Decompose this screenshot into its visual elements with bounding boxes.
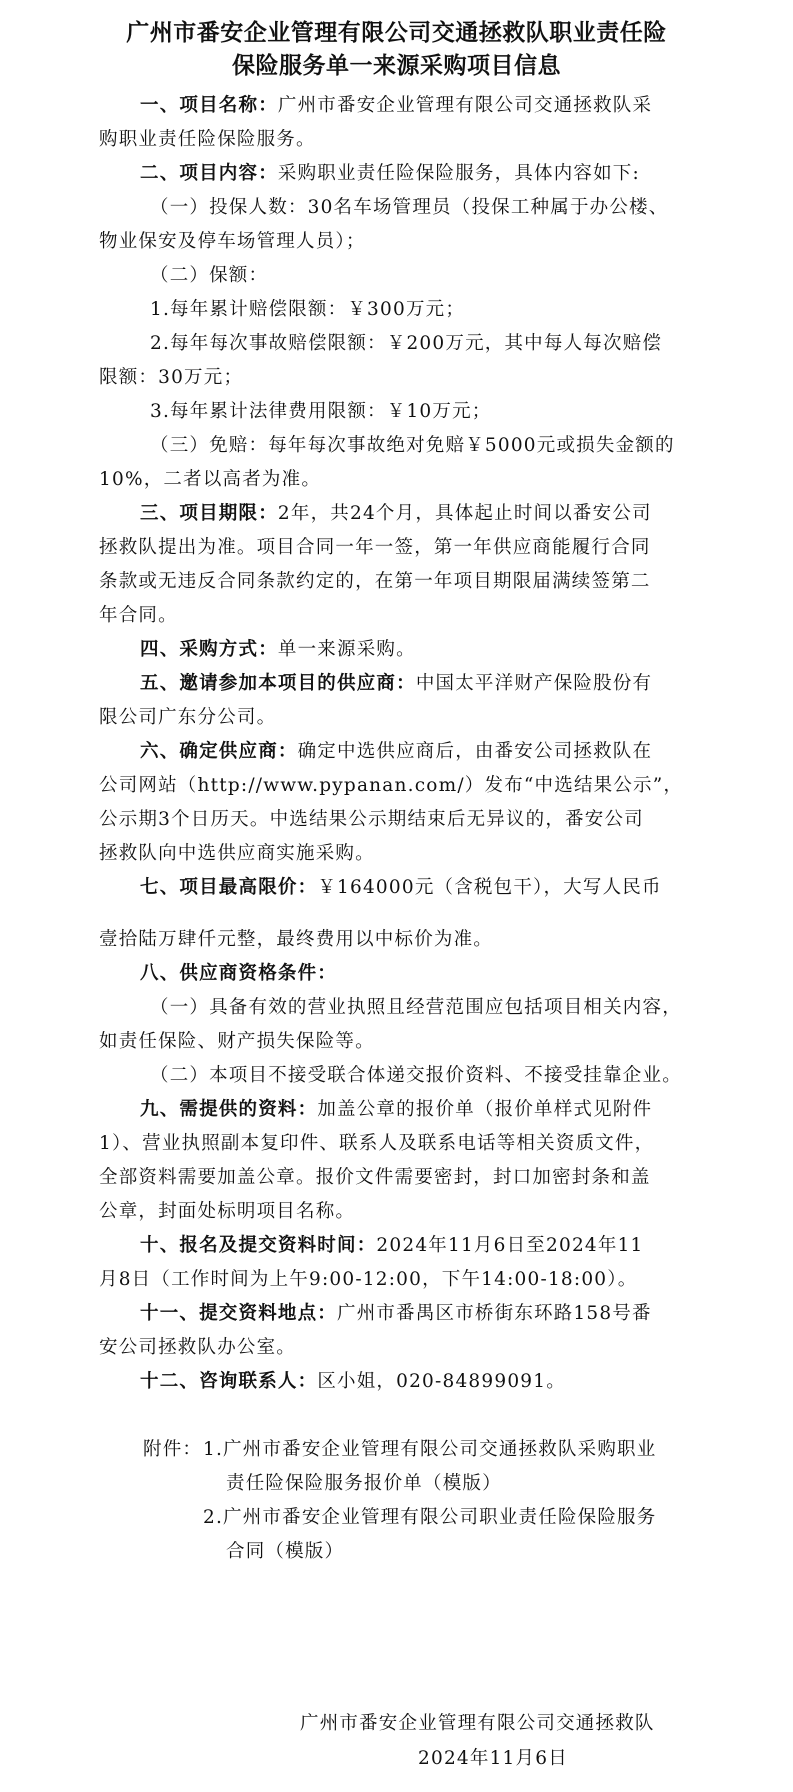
- section-project-period: [140, 505, 700, 524]
- section-submission-time: [140, 1237, 700, 1256]
- section-invited-supplier: [140, 675, 700, 694]
- signature-date: 2024年11月6日: [418, 1748, 568, 1769]
- section-supplier-confirmation: [140, 743, 700, 762]
- attachments-label: 附件：: [143, 1439, 203, 1460]
- item-coverage-2: 2.每年每次事故赔偿限额：￥200万元，其中每人每次赔偿: [150, 333, 663, 354]
- attachment-item-2: 2.广州市番安企业管理有限公司职业责任险保险服务: [203, 1507, 657, 1528]
- attachment-item-2-cont: 合同（模版）: [226, 1541, 345, 1562]
- item-deductible-cont: 10%，二者以高者为准。: [99, 469, 322, 490]
- signature-org: 广州市番安企业管理有限公司交通拯救队: [300, 1713, 655, 1734]
- item-deductible: （三）免赔：每年每次事故绝对免赔￥5000元或损失金额的: [150, 435, 675, 456]
- section-text-cont: 年合同。: [99, 605, 178, 626]
- section-text-cont: 条款或无违反合同条款约定的，在第一年项目期限届满续签第二: [99, 571, 651, 592]
- section-label: 二、项目内容：: [140, 163, 278, 184]
- section-project-content: [140, 165, 700, 184]
- section-text-cont: 购职业责任险保险服务。: [99, 129, 316, 150]
- item-coverage-2-cont: 限额：30万元；: [99, 367, 244, 388]
- section-text-cont: 全部资料需要加盖公章。报价文件需要密封，封口加密封条和盖: [99, 1167, 651, 1188]
- section-label: 五、邀请参加本项目的供应商：: [140, 673, 416, 694]
- section-label: 七、项目最高限价：: [140, 877, 318, 898]
- section-text: 2024年11月6日至2024年11: [376, 1235, 644, 1256]
- section-text-cont: 月8日（工作时间为上午9:00-12:00，下午14:00-18:00）。: [99, 1269, 638, 1290]
- section-text-cont: 公示期3个日历天。中选结果公示期结束后无异议的，番安公司: [99, 809, 644, 830]
- doc-title-line2: 保险服务单一来源采购项目信息: [232, 53, 561, 79]
- item-qualification-2: （二）本项目不接受联合体递交报价资料、不接受挂靠企业。: [150, 1065, 682, 1086]
- section-submission-location: [140, 1305, 700, 1324]
- section-text-cont: 公章，封面处标明项目名称。: [99, 1201, 356, 1222]
- item-coverage: （二）保额：: [150, 265, 269, 286]
- section-max-price: [140, 879, 700, 898]
- section-label: 六、确定供应商：: [140, 741, 298, 762]
- section-label: 四、采购方式：: [140, 639, 278, 660]
- section-required-materials: [140, 1101, 700, 1120]
- item-insured-count-cont: 物业保安及停车场管理人员）；: [99, 231, 366, 252]
- section-text-cont: 限公司广东分公司。: [99, 707, 277, 728]
- section-text: 加盖公章的报价单（报价单样式见附件: [317, 1099, 653, 1120]
- item-insured-count: （一）投保人数：30名车场管理员（投保工种属于办公楼、: [150, 197, 669, 218]
- attachment-item-1: 1.广州市番安企业管理有限公司交通拯救队采购职业: [203, 1439, 657, 1460]
- section-text-cont: 1）、营业执照副本复印件、联系人及联系电话等相关资质文件，: [99, 1133, 655, 1154]
- item-qualification-1-cont: 如责任保险、财产损失保险等。: [99, 1031, 375, 1052]
- section-text: 采购职业责任险保险服务，具体内容如下:: [277, 163, 640, 184]
- section-text: 单一来源采购。: [277, 639, 416, 660]
- section-text: 2年，共24个月，具体起止时间以番安公司: [277, 503, 652, 524]
- section-text-cont: 公司网站（http://www.pypanan.com/）发布“中选结果公示”，: [99, 775, 684, 796]
- section-supplier-qualification: [140, 965, 700, 984]
- section-label: 八、供应商资格条件：: [140, 963, 338, 984]
- section-text: ￥164000元（含税包干），大写人民币: [317, 877, 662, 898]
- item-coverage-3: 3.每年累计法律费用限额：￥10万元；: [150, 401, 492, 422]
- section-text: 中国太平洋财产保险股份有: [415, 673, 653, 694]
- section-text-cont: 壹拾陆万肆仟元整，最终费用以中标价为准。: [99, 929, 494, 950]
- section-label: 十一、提交资料地点：: [140, 1303, 338, 1324]
- section-text: 广州市番禺区市桥街东环路158号番: [337, 1303, 652, 1324]
- section-text: 区小姐，020-84899091。: [317, 1371, 566, 1392]
- section-text-cont: 拯救队提出为准。项目合同一年一签，第一年供应商能履行合同: [99, 537, 651, 558]
- section-label: 九、需提供的资料：: [140, 1099, 318, 1120]
- section-label: 十二、咨询联系人：: [140, 1371, 318, 1392]
- section-project-name: [140, 97, 700, 116]
- item-coverage-1: 1.每年累计赔偿限额：￥300万元；: [150, 299, 466, 320]
- attachment-item-1-cont: 责任险保险服务报价单（模版）: [226, 1473, 502, 1494]
- section-text-cont: 安公司拯救队办公室。: [99, 1337, 297, 1358]
- item-qualification-1: （一）具备有效的营业执照且经营范围应包括项目相关内容，: [150, 997, 682, 1018]
- section-label: 十、报名及提交资料时间：: [140, 1235, 377, 1256]
- doc-title-line1: 广州市番安企业管理有限公司交通拯救队职业责任险: [126, 20, 667, 46]
- section-label: 一、项目名称：: [140, 95, 278, 116]
- section-text: 确定中选供应商后，由番安公司拯救队在: [297, 741, 653, 762]
- section-text: 广州市番安企业管理有限公司交通拯救队采: [277, 95, 653, 116]
- section-text-cont: 拯救队向中选供应商实施采购。: [99, 843, 375, 864]
- section-label: 三、项目期限：: [140, 503, 278, 524]
- section-procurement-method: [140, 641, 700, 660]
- section-contact: [140, 1373, 700, 1392]
